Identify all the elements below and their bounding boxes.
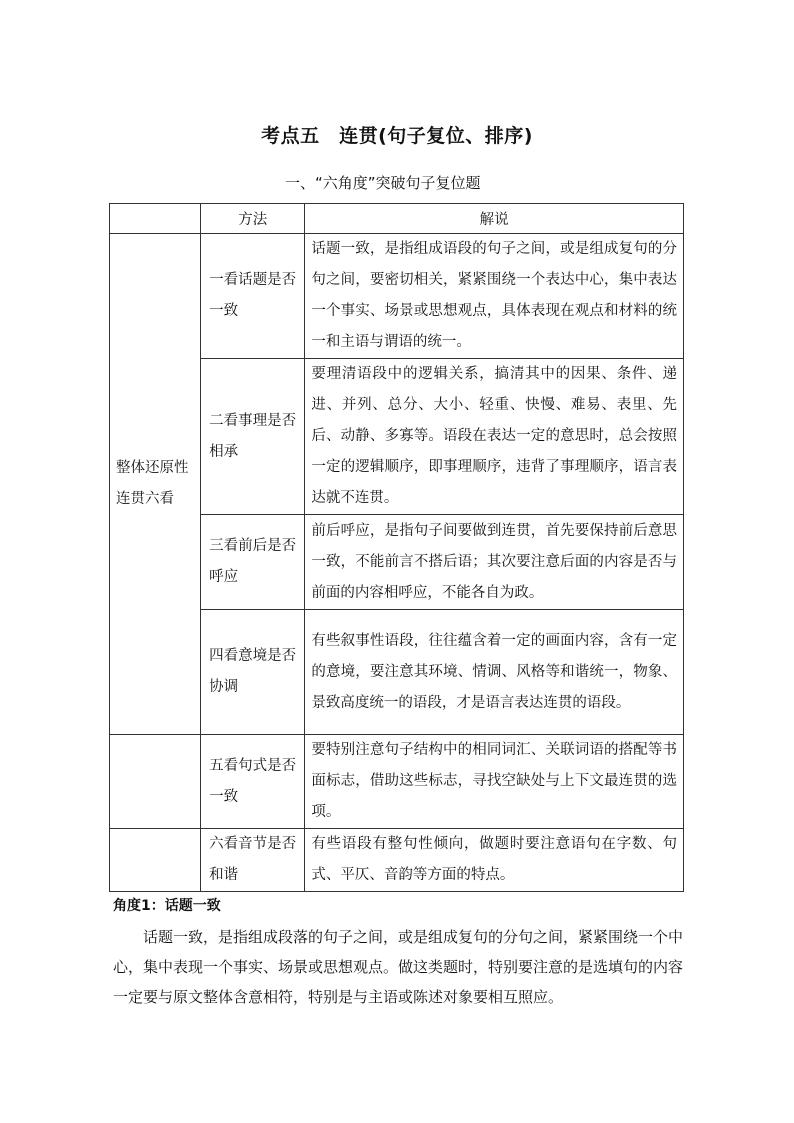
table-row: [110, 234, 684, 359]
table-header-row: [110, 204, 684, 234]
table-row: [110, 735, 684, 829]
header-method: 方法: [201, 204, 305, 234]
methods-table: [109, 203, 684, 892]
method-cell: 四看意境是否协调: [201, 610, 305, 735]
explanation-cell: 要特别注意句子结构中的相同词汇、关联词语的搭配等书面标志，借助这些标志，寻找空缺处与上下文最连贯的选项。: [305, 735, 684, 829]
method-cell: 三看前后是否呼应: [201, 515, 305, 610]
section-subtitle: 一、“六角度”突破句子复位题: [285, 174, 481, 192]
method-cell: 五看句式是否一致: [201, 735, 305, 829]
explanation-cell: 话题一致，是指组成语段的句子之间，或是组成复句的分句之间，要密切相关，紧紧围绕一个表达中心，集中表达一个事实、场景或思想观点，具体表现在观点和材料的统一和主语与谓语的统一。: [305, 234, 684, 359]
explanation-cell: 要理清语段中的逻辑关系，搞清其中的因果、条件、递进、并列、总分、大小、轻重、快慢、难易、表里、先后、动静、多寡等。语段在表达一定的意思时，总会按照一定的逻辑顺序，即事理顺序，违背了事理顺序，语言表达就不连贯。: [305, 359, 684, 515]
explanation-cell: 有些叙事性语段，往往蕴含着一定的画面内容，含有一定的意境，要注意其环境、情调、风格等和谐统一，物象、景致高度统一的语段，才是语言表达连贯的语段。: [305, 610, 684, 735]
method-cell: 一看话题是否一致: [201, 234, 305, 359]
method-cell: 六看音节是否和谐: [201, 829, 305, 892]
group-label: 整体还原性连贯六看: [110, 234, 201, 735]
page-title: 考点五 连贯(句子复位、排序): [261, 125, 533, 147]
method-cell: 二看事理是否相承: [201, 359, 305, 515]
angle-heading: 角度1：话题一致: [113, 898, 221, 914]
empty-group-cell: [110, 735, 201, 829]
explanation-cell: 前后呼应，是指句子间要做到连贯，首先要保持前后意思一致，不能前言不搭后语；其次要注意后面的内容是否与前面的内容相呼应，不能各自为政。: [305, 515, 684, 610]
table-row: [110, 829, 684, 892]
header-explanation: 解说: [305, 204, 684, 234]
explanation-cell: 有些语段有整句性倾向，做题时要注意语句在字数、句式、平仄、音韵等方面的特点。: [305, 829, 684, 892]
header-empty: [110, 204, 201, 234]
body-paragraph: 话题一致，是指组成段落的句子之间，或是组成复句的分句之间，紧紧围绕一个中心，集中表现一个事实、场景或思想观点。做这类题时，特别要注意的是选填句的内容一定要与原文整体含意相符，特别是与主语或陈述对象要相互照应。: [113, 928, 684, 1006]
empty-group-cell: [110, 829, 201, 892]
